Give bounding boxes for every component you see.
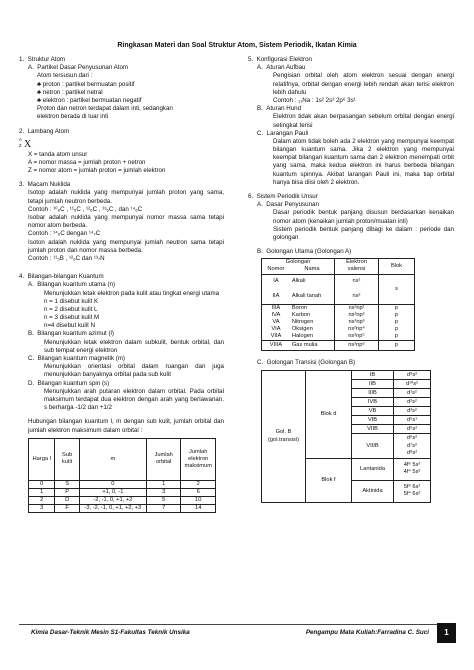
text-line: Z = nomor atom = jumlah proton = jumlah elektron [28, 167, 166, 175]
table-row [262, 312, 415, 319]
paragraph-isoton: Isoton adalah nuklida yang mempunyai jumlah neutron sama tetapi jumlah proton dan nomor massa berbeda. [28, 238, 224, 254]
table-cell: 0 [29, 480, 55, 488]
table-cell: ns²np¹ [335, 304, 379, 312]
example-isobar: Contoh : ¹⁴₆C dengan ¹⁴₇C [28, 230, 101, 238]
table-cell: IIIA [262, 304, 290, 312]
config-line: d⁷s² [407, 442, 417, 449]
atom-symbol-atomic-number: Z [19, 142, 22, 148]
table-cell: Oksigen [291, 325, 313, 332]
text-line: Sistem periodik bentuk panjang dibagi ke dalam : periode dan golongan [273, 225, 454, 241]
table-row [29, 488, 216, 496]
example-isoton: Contoh : ¹¹₅B , ¹²₆C dan ¹³₇N [28, 254, 105, 262]
subheading-dasar-penyusunan: A. Dasar Penyusunan [257, 201, 319, 209]
table-cell: VIIIA [262, 341, 290, 351]
table-header-row [262, 259, 415, 267]
section-heading-konfigurasi-elektron: 5. Konfigurasi Elektron [248, 56, 312, 63]
table-row [262, 341, 415, 351]
table-cell: -3, -2, -1, 0, +1, +2, +3 [79, 505, 146, 513]
table-cell: IB [352, 371, 394, 380]
section-heading-lambang-atom: 2. Lambang Atom [19, 127, 70, 135]
table-cell: VIA [262, 326, 290, 333]
table-header: Nomor [262, 266, 290, 274]
text-line: Contoh : ₁₁Na : 1s² 2s² 2p⁶ 3s¹ [273, 96, 356, 104]
table-cell: P [55, 488, 79, 496]
table-cell [394, 458, 431, 480]
subheading-aturan-aufbau: A. Aturan Aufbau [257, 64, 306, 72]
table-header: Blok [379, 259, 415, 274]
table-cell: D [55, 496, 79, 504]
table-row [262, 333, 415, 341]
table-cell: IA [262, 274, 290, 289]
table-cell: Nitrogen [291, 318, 314, 325]
table-cell: Boron [290, 304, 335, 312]
table-cell [394, 480, 431, 502]
table-cell: s [379, 274, 415, 304]
config-line: 5f⁴ 6s² [403, 491, 421, 498]
table-cell: 10 [181, 496, 216, 504]
table-cell: p [379, 304, 415, 312]
right-column [248, 56, 454, 503]
text-line: Menunjukkan letak elektron dalam subkulit, bentuk orbital, dan sub tempat energi elektron [44, 338, 224, 354]
table-cell: Alkali [290, 274, 335, 289]
table-cell: 0 [79, 480, 146, 488]
table-cell: IVB [352, 398, 394, 407]
subheading-larangan-pauli: C. Larangan Pauli [257, 129, 309, 137]
table-header: Sub kulit [55, 438, 79, 480]
table-cell: 3 [146, 488, 181, 496]
table-cell: p [379, 319, 415, 326]
subheading-partikel-dasar: A. Partikel Dasar Penyusunan Atom [28, 64, 129, 72]
table-cell: 1 [146, 480, 181, 488]
text-line: Menunjukkan orientasi orbital dalam ruangan dan juga menunjukkan banyaknya orbital pada sub kulit [44, 363, 224, 379]
table-row [29, 480, 216, 488]
text-line: n = 1 disebut kulit K [44, 297, 99, 305]
text-line: Menunjukkan letak elektron pada kulit atau tingkat energi utama [44, 289, 220, 297]
text-line: Elektron tidak akan berpasangan sebelum orbital dengan energi setingkat terisi [273, 113, 454, 129]
example-isotop: Contoh : ¹⁰₆C , ¹¹₆C , ¹²₆C , ¹³₆C , dan ¹⁴₆C [28, 205, 143, 213]
table-cell: S [55, 480, 79, 488]
table-cell: F [55, 505, 79, 513]
table-cell: Alkali tanah [290, 289, 335, 304]
table-cell: VA [262, 319, 290, 326]
footer-course: Kimia Dasar-Teknik Mesin S1-Fakultas Teknik Unsika [31, 629, 190, 636]
text-line: n = 3 disebut kulit M [44, 314, 100, 322]
table-header: Jumlah orbital [146, 438, 181, 480]
table-cell: d²s² [394, 398, 431, 407]
table-caption: Hubungan bilangan kuantum l, m dengan sub kulit, jumlah orbital dan jumlah elektron maksimum dalam orbital : [28, 418, 224, 434]
table-cell: IIB [352, 380, 394, 389]
document-title: Ringkasan Materi dan Soal Struktur Atom, Sistem Periodik, Ikatan Kimia [117, 42, 357, 49]
subheading-golongan-transisi: C. Golongan Transisi (Golongan B) [257, 359, 356, 367]
table-cell: 2 [181, 480, 216, 488]
section-heading-struktur-atom: 1. Struktur Atom [19, 56, 66, 63]
text-line: Dasar periodik bentuk panjang disusun berdasarkan kenaikan nomor atom (kenaikan jumlah proton/muatan inti) [273, 209, 454, 225]
bullet-elektron: ♣ elektron : partikel bermuatan negatif [37, 96, 142, 104]
table-header: Nama [290, 266, 335, 274]
table-cell: ns²np⁶ [335, 341, 379, 351]
table-row [262, 304, 415, 312]
table-header: Harga l [29, 438, 55, 480]
section-heading-bilangan-kuantum: 4. Bilangan-bilangan Kuantum [19, 273, 104, 281]
table-cell: d³s² [394, 407, 431, 416]
table-row [29, 505, 216, 513]
bullet-netron: ♣ netron : partikel netral [37, 88, 103, 96]
text-line: Proton dan netron terdapat dalam inti, sedangkan [37, 105, 173, 113]
table-cell: 5 [146, 496, 181, 504]
table-header: Golongan [262, 259, 335, 267]
subheading-kuantum-spin: D. Bilangan kuantum spin (s) [28, 379, 110, 387]
table-row [262, 371, 431, 380]
footer-lecturer: Pengampu Mata Kuliah:Farradina C. Suci [305, 629, 429, 636]
text-line: X = tanda atom unsur [28, 150, 88, 158]
table-cell: p [379, 326, 415, 333]
text-line: elektron berada di luar inti [37, 113, 109, 121]
main-group-table [261, 258, 415, 351]
table-cell: p [379, 333, 415, 341]
table-cell: ns²np⁴ [335, 326, 379, 333]
text-line: n = 2 disebut kulit L [44, 305, 98, 313]
table-cell: d¹⁰s² [394, 380, 431, 389]
table-cell: IIIB [352, 389, 394, 398]
table-cell: d⁵s¹ [394, 416, 431, 425]
table-cell [394, 434, 431, 458]
blok-f-cell: Blok f [306, 458, 352, 502]
table-cell: p [379, 341, 415, 351]
table-cell: VIB [352, 416, 394, 425]
table-cell: ns² [335, 289, 379, 304]
bullet-proton: ♣ proton : partikel bermuatan positif [37, 80, 135, 88]
table-header: Jumlah elektron maksimum [181, 438, 216, 480]
config-line: d⁶s² [406, 435, 418, 442]
table-cell: 14 [181, 505, 216, 513]
table-cell: +1, 0, -1 [79, 488, 146, 496]
blok-d-cell: Blok d [306, 371, 352, 458]
paragraph-isotop: Isotop adalah nuklida yang mempunyai jumlah proton yang sama, tetapi jumlah neutron berbeda. [28, 189, 224, 205]
table-cell: p [379, 312, 415, 319]
table-cell: 2 [29, 496, 55, 504]
atom-symbol-mass-number: A [19, 136, 22, 142]
quantum-number-table [28, 438, 216, 514]
table-cell: 7 [146, 505, 181, 513]
subheading-kuantum-magnetik: C. Bilangan kuantum magnetik (m) [28, 355, 125, 362]
text-line: Pengisian orbital oleh atom elektron sesuai dengan energi relatifnya, orbital dengan energi lebih rendah akan terisi elektron lebih dahulu [273, 72, 454, 96]
text-line: Dalam atom tidak boleh ada 2 elektron yang mempunyai keempat bilangan kuantum sama. Jika 2 elektron yang mempunyai keempat bilangan kuantum sama dan 2 elektron menempati orbit yang sama, maka kedua elektron ini harus berbeda bilangan kuantum spinnya. Akibat larangan Pauli ini, maka tiap orbital hanya bisa diisi oleh 2 elektron. [273, 137, 454, 186]
page-footer [19, 624, 455, 641]
table-cell: 6 [181, 488, 216, 496]
table-cell: d¹s² [394, 389, 431, 398]
table-cell: 3 [29, 505, 55, 513]
table-cell: VIIB [352, 425, 394, 434]
table-cell: 1 [29, 488, 55, 496]
text-line: A = nomor massa = jumlah proton + netron [28, 158, 146, 166]
table-row [262, 319, 415, 326]
subheading-kuantum-utama: A. Bilangan kuantum utama (n) [28, 281, 116, 289]
page-number: 1 [437, 623, 456, 643]
left-column [19, 56, 224, 513]
table-cell: Lantanida [352, 458, 394, 480]
table-cell: Aktinida [352, 480, 394, 502]
section-heading-sistem-periodik: 6. Sistem Periodik Unsur [248, 193, 318, 200]
table-row [262, 326, 415, 333]
atom-symbol-letter: X [24, 138, 32, 150]
table-cell: IVA [262, 312, 290, 319]
table-cell: VIIA [262, 333, 290, 341]
table-header-row [29, 438, 216, 480]
gol-b-cell: Gol. B (gol.transisi) [262, 371, 306, 502]
table-cell: ns²np⁵ [335, 333, 379, 341]
table-cell: ns²np³ [335, 319, 379, 326]
text-line: n=4 disebut kulit N [44, 322, 96, 330]
table-cell: Karbon [291, 311, 311, 318]
config-line: 4f⁴ 5s² [403, 469, 421, 476]
table-cell: ns¹ [335, 274, 379, 289]
table-cell: VIIIB [352, 434, 394, 458]
text-line: Menunjukkan arah putaran elektron dalam orbital. Pada orbital maksimum terdapat dua elektron dengan arah yang berlawanan. s berharga -1/2 dan +1/2 [44, 387, 224, 412]
atom-symbol [19, 137, 224, 151]
table-header: m [79, 438, 146, 480]
text-line: Atom tersusun dari : [37, 72, 93, 80]
table-cell: d⁵s² [394, 425, 431, 434]
table-cell: -2, -1, 0, +1, +2 [79, 496, 146, 504]
table-cell: Halogen [290, 333, 335, 341]
config-line: d⁸s² [406, 449, 418, 456]
table-cell: VB [352, 407, 394, 416]
section-heading-macam-nuklida: 3. Macam Nuklida [19, 181, 71, 189]
table-row [262, 274, 415, 289]
table-cell: ns²np² [335, 312, 379, 319]
table-cell: IIA [262, 289, 290, 304]
subheading-golongan-utama: B. Golongan Utama (Golongan A) [257, 248, 352, 256]
paragraph-isobar: Isobar adalah nuklida yang mempunyai nomor massa sama tetapi nomor atom berbeda. [28, 214, 224, 230]
transition-group-table [261, 370, 431, 502]
table-row [29, 496, 216, 504]
table-cell: d⁹s² [394, 371, 431, 380]
config-line: 5f⁶ 6s² [403, 484, 421, 491]
table-cell: Gas mulia [290, 341, 335, 351]
subheading-kuantum-azimut: B. Bilangan kuantum azimut (l) [28, 330, 114, 338]
subheading-aturan-hund: B. Aturan Hund [257, 105, 302, 113]
table-header: Elektron valensi [335, 259, 379, 274]
config-line: 4f⁶ 5s² [403, 462, 421, 469]
